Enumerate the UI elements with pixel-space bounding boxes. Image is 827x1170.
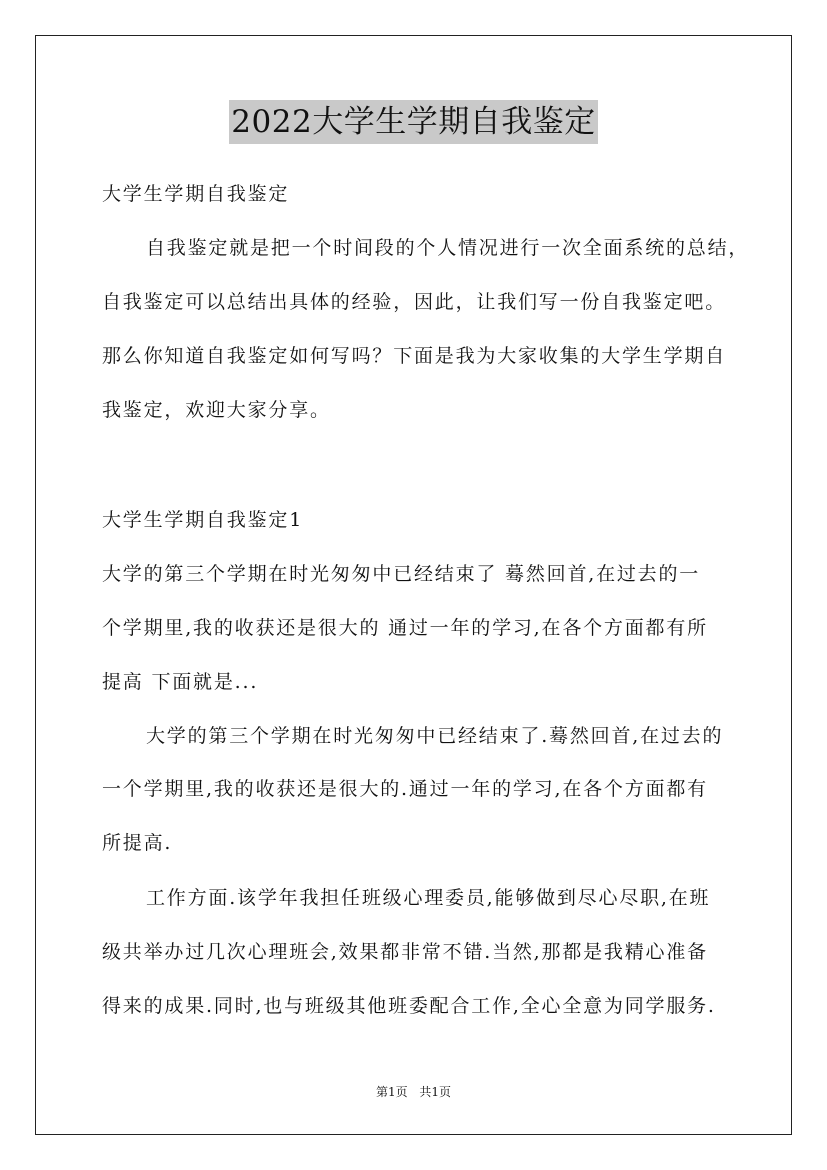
summary-line: 提高 下面就是... [102,671,259,693]
paragraph-line: 级共举办过几次心理班会,效果都非常不错.当然,那都是我精心准备 [102,941,708,963]
summary-line: 大学的第三个学期在时光匆匆中已经结束了 蓦然回首,在过去的一 [102,563,701,585]
page-number: 第1页 [375,1085,408,1099]
paragraph-line: 大学的第三个学期在时光匆匆中已经结束了.蓦然回首,在过去的 [146,725,724,747]
intro-line: 自我鉴定就是把一个时间段的个人情况进行一次全面系统的总结， [146,237,750,259]
summary-line: 个学期里,我的收获还是很大的 通过一年的学习,在各个方面都有所 [102,617,708,639]
paragraph-line: 一个学期里,我的收获还是很大的.通过一年的学习,在各个方面都有 [102,778,708,800]
intro-line: 那么你知道自我鉴定如何写吗？下面是我为大家收集的大学生学期自 [102,345,727,367]
total-pages: 共1页 [419,1085,452,1099]
title-block [0,100,827,144]
paragraph-line: 得来的成果.同时,也与班级其他班委配合工作,全心全意为同学服务. [102,995,716,1017]
document-title: 2022大学生学期自我鉴定 [229,100,597,144]
document-subtitle: 大学生学期自我鉴定 [102,183,290,205]
intro-line: 我鉴定，欢迎大家分享。 [102,399,331,421]
intro-line: 自我鉴定可以总结出具体的经验，因此，让我们写一份自我鉴定吧。 [102,291,727,313]
paragraph-line: 工作方面.该学年我担任班级心理委员,能够做到尽心尽职,在班 [146,887,711,909]
page-footer [0,1084,827,1100]
section-heading: 大学生学期自我鉴定1 [102,509,304,531]
paragraph-line: 所提高. [102,832,173,854]
